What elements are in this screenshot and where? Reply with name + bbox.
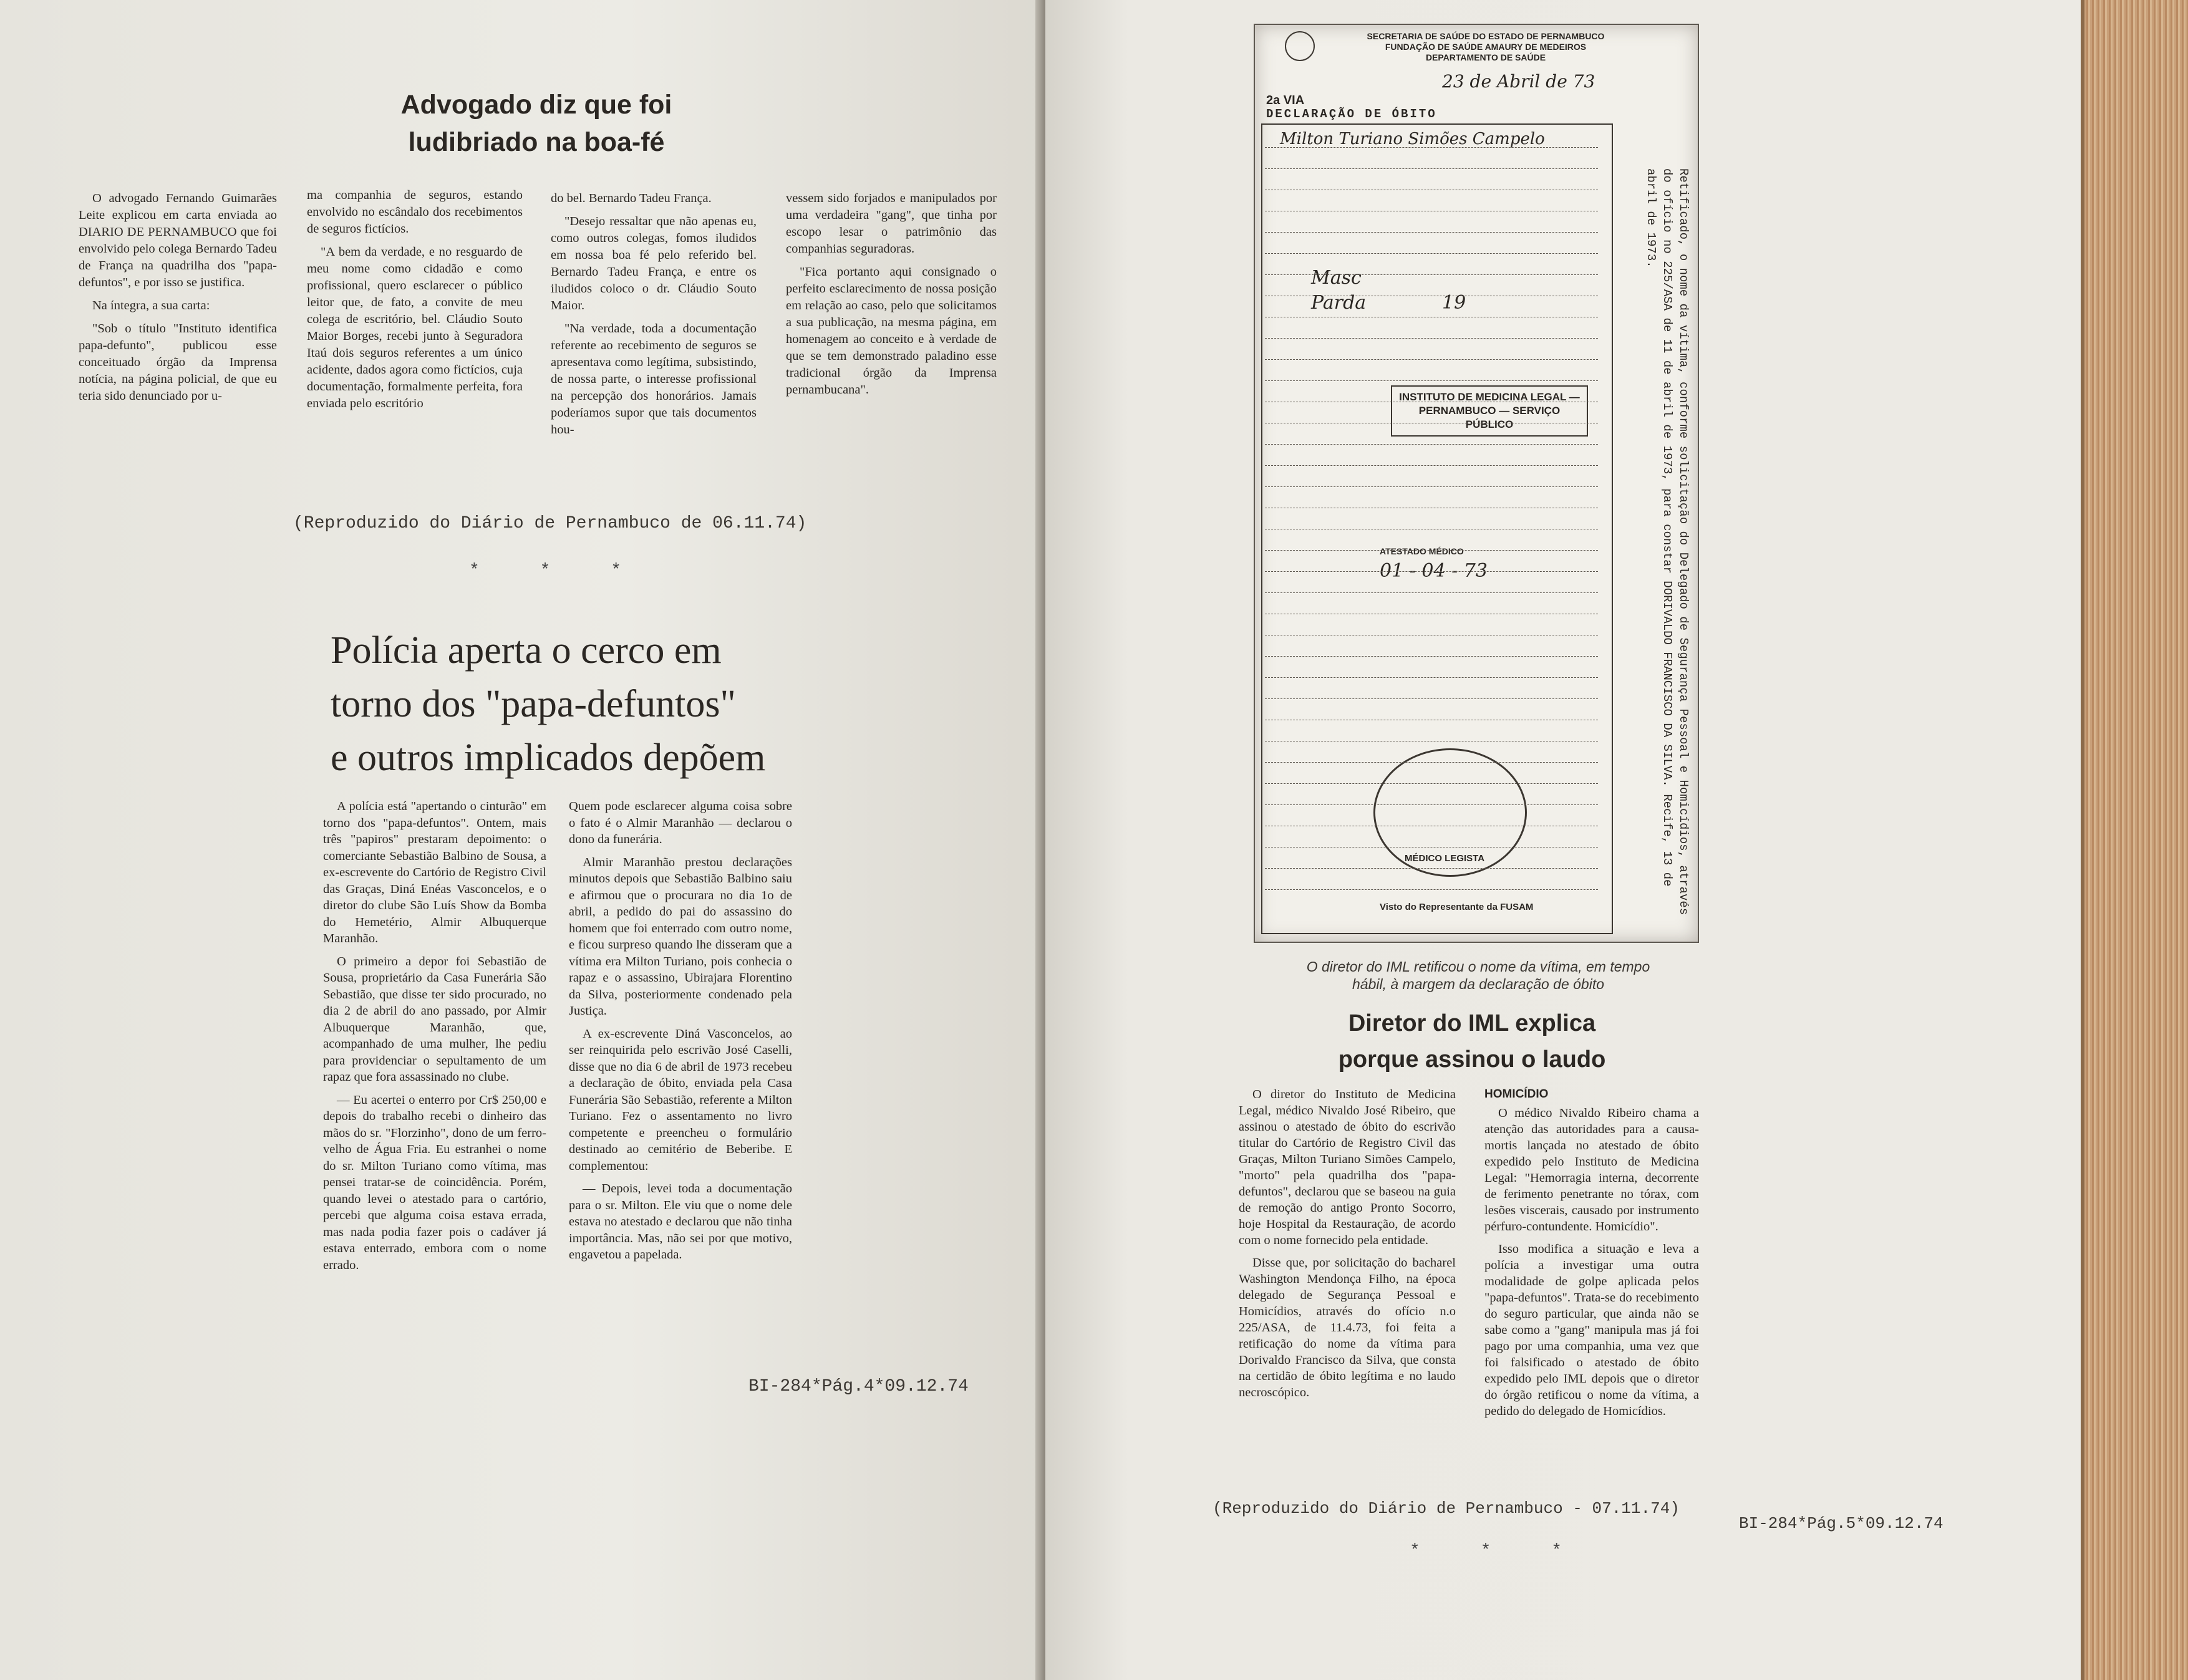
- paragraph: "Desejo ressaltar que não apenas eu, como outros colegas, fomos iludidos em nossa boa fé pelo referido bel. Bernardo Tadeu França, e entre os iludidos coloco o dr. Cláudio Souto Maior.: [551, 215, 757, 312]
- certificate-death-date-handwritten: 01 - 04 - 73: [1380, 560, 1488, 582]
- paragraph: O médico Nivaldo Ribeiro chama a atenção das autoridades para a causa-mortis lançada no atestado de óbito expedido pelo Instituto de Medicina Legal: "Hemorragia interna, decorrente de ferimento penetrante no tórax, com lesões viscerais, causado por instrumento pérfuro-contundente. Homicídio".: [1484, 1106, 1699, 1233]
- article1-headline: [349, 86, 724, 161]
- article1-column-3: [551, 190, 757, 445]
- paragraph: Disse que, por solicitação do bacharel Washington Mendonça Filho, na época delegado de Segurança Pessoal e Homicídios, através do ofício n.o 225/ASA, de 11.4.73, foi feita a retificação do nome da vítima para Dorivaldo Francisco da Silva, que consta na certidão de óbito legítima e no laudo necroscópico.: [1239, 1256, 1456, 1399]
- paragraph: do bel. Bernardo Tadeu França.: [551, 191, 712, 205]
- paragraph: Almir Maranhão prestou declarações minutos depois que Sebastião Balbino saiu e afirmou que o procurara no dia 1o de abril, a pedido do pai do assassino do homem que foi enterrado com outro nome, e ficou surpreso quando lhe disseram que a vítima era Milton Turiano, pois conhecia o rapaz e o assassino, Ubirajara Florentino da Silva, posteriormente condenado pela Justiça.: [569, 855, 792, 1018]
- certificate-margin-note: Retificado, o nome da vítima, conforme solicitação do Delegado de Segurança Pessoal e Homicídios, através do ofício no 225/ASA de 11 de abril de 1973, para constar DORIVALDO FRANCISCO DA SILVA. Recife, 13 de abril de 1973.: [1644, 168, 1690, 915]
- certificate-header: [1324, 31, 1648, 63]
- certificate-form-line: [1265, 783, 1598, 784]
- article1-headline-line-1: Advogado diz que foi: [400, 90, 672, 120]
- death-certificate-photocopy: [1254, 24, 1699, 943]
- certificate-form-line: [1265, 889, 1598, 890]
- certificate-form-line: [1265, 677, 1598, 678]
- certificate-form-line: [1265, 168, 1598, 169]
- certificate-form-line: [1265, 698, 1598, 699]
- certificate-form-line: [1265, 592, 1598, 593]
- paragraph: Na íntegra, a sua carta:: [92, 299, 210, 312]
- paragraph: ma companhia de seguros, estando envolvido no escândalo dos recebimentos de seguros fictícios.: [307, 188, 523, 236]
- article2-headline: [331, 624, 842, 784]
- article3-source-note: (Reproduzido do Diário de Pernambuco - 07.11.74): [1213, 1499, 1680, 1518]
- paragraph: Isso modifica a situação e leva a polícia a investigar uma outra modalidade de golpe aplicada pelos "papa-defuntos". Trata-se do recebimento do seguro particular, que ainda não se sabe como a "gang" manipula mas já foi pago por uma companhia, uma vez que foi falsificado o atestado de óbito expedido pelo IML depois que o diretor do órgão retificou o nome da vítima, a pedido do delegado de Homicídios.: [1484, 1242, 1699, 1418]
- certificate-age-handwritten: 19: [1442, 292, 1466, 314]
- paragraph: "Na verdade, toda a documentação referente ao recebimento de seguros se apresentava como legítima, subsistindo, de nossa parte, o interesse profissional na percepção dos honorários. Jamais poderíamos supor que tais documentos hou-: [551, 322, 757, 437]
- paragraph: O advogado Fernando Guimarães Leite explicou em carta enviada ao DIARIO DE PERNAMBUCO que foi envolvido pelo colega Bernardo Tadeu de França na quadrilha dos "papa-defuntos", e por isso se justifica.: [79, 191, 277, 289]
- caption-line: O diretor do IML retificou o nome da vítima, em tempo: [1306, 958, 1650, 975]
- paragraph: — Eu acertei o enterro por Cr$ 250,00 e depois do trabalho recebi o dinheiro das mãos do sr. "Florzinho", dono de um ferro-velho de Água Fria. Eu estranhei o nome do sr. Milton Turiano como vítima, mas pensei tratar-se de coincidência. Porém, quando levei o atestado para o cartório, percebi que alguma coisa estava errada, mas nada podia fazer pois o cadáver já estava enterrado, embora com o nome errado.: [323, 1093, 546, 1272]
- certificate-section-label: ATESTADO MÉDICO: [1380, 546, 1464, 556]
- iml-stamp: INSTITUTO DE MEDICINA LEGAL — PERNAMBUCO — SERVIÇO PÚBLICO: [1391, 385, 1588, 437]
- certificate-form-line: [1265, 571, 1598, 572]
- article2-column-1: [323, 798, 546, 1280]
- certificate-form-line: [1265, 359, 1598, 360]
- article1-column-4: [786, 190, 997, 405]
- certificate-form-line: [1265, 868, 1598, 869]
- separator-stars: * * *: [469, 561, 647, 581]
- certificate-via: 2a VIA: [1266, 94, 1305, 107]
- paragraph: "Fica portanto aqui consignado o perfeito esclarecimento de nossa posição em relação ao caso, pelo que solicitamos a sua publicação, na mesma página, em homenagem ao conceito e à verdade de que se tem demonstrado paladino esse tradicional órgão da Imprensa pernambucana".: [786, 265, 997, 397]
- certificate-color-handwritten: Parda: [1311, 292, 1367, 314]
- article3-column-1: [1239, 1086, 1456, 1407]
- article1-headline-line-2: ludibriado na boa-fé: [408, 127, 665, 157]
- book-page-edges: [2081, 0, 2188, 1680]
- certificate-form-line: [1265, 550, 1598, 551]
- certificate-form-line: [1265, 380, 1598, 381]
- certificate-form-line: [1265, 147, 1598, 148]
- certificate-form-line: [1265, 274, 1598, 275]
- paragraph: A polícia está "apertando o cinturão" em torno dos "papa-defuntos". Ontem, mais três "papiros" prestaram depoimento: o comerciante Sebastião Balbino de Sousa, a ex-escrevente do Cartório de Registro Civil das Graças, Diná Enéas Vasconcelos, e o diretor do clube São Luís Show da Bomba do Hemetério, Almir Albuquerque Maranhão.: [323, 799, 546, 945]
- article1-source-note: (Reproduzido do Diário de Pernambuco de 06.11.74): [293, 514, 807, 533]
- caption-line: hábil, à margem da declaração de óbito: [1352, 976, 1605, 992]
- article3-headline-line-2: porque assinou o laudo: [1338, 1046, 1606, 1073]
- certificate-name-handwritten: Milton Turiano Simões Campelo: [1280, 130, 1545, 148]
- certificate-date-handwritten: 23 de Abril de 73: [1442, 71, 1595, 92]
- article3-column-2: [1484, 1086, 1699, 1426]
- article3-headline-line-1: Diretor do IML explica: [1348, 1010, 1596, 1036]
- article2-column-2: [569, 798, 792, 1270]
- paragraph: O primeiro a depor foi Sebastião de Sousa, proprietário da Casa Funerária São Sebastião, que disse ter sido procurado, no dia 2 de abril do ano passado, por Almir Albuquerque Maranhão, que, acompanhado de uma mulher, lhe pediu para providenciar o sepultamento de um rapaz que fora assassinado no clube.: [323, 954, 546, 1084]
- right-page-reference: BI-284*Pág.5*09.12.74: [1739, 1514, 1944, 1533]
- paragraph: O diretor do Instituto de Medicina Legal, médico Nivaldo José Ribeiro, que assinou o atestado de óbito do escrivão titular do Cartório de Registro Civil das Graças, Milton Turiano Simões Campelo, "morto" pela quadrilha dos "papa-defuntos", declarou que se baseou na guia de remoção do antigo Pronto Socorro, hoje Hospital da Restauração, de acordo com o nome fornecido pela entidade.: [1239, 1088, 1456, 1247]
- article1-column-1: [79, 190, 277, 411]
- certificate-form-line: [1265, 253, 1598, 254]
- certificate-header-line: SECRETARIA DE SAÚDE DO ESTADO DE PERNAMBUCO: [1367, 31, 1605, 41]
- certificate-form-line: [1265, 804, 1598, 805]
- article3-subhead: HOMICÍDIO: [1484, 1088, 1549, 1101]
- certificate-form-line: [1265, 465, 1598, 466]
- left-page-reference: BI-284*Pág.4*09.12.74: [748, 1377, 969, 1396]
- state-crest-icon: [1285, 31, 1315, 61]
- certificate-title: DECLARAÇÃO DE ÓBITO: [1266, 107, 1437, 121]
- certificate-header-line: FUNDAÇÃO DE SAÚDE AMAURY DE MEDEIROS: [1385, 42, 1587, 52]
- article3-headline: [1254, 1005, 1690, 1078]
- certificate-visto-label: Visto do Representante da FUSAM: [1380, 902, 1534, 912]
- article2-headline-line-3: e outros implicados depõem: [331, 736, 766, 779]
- paragraph: Quem pode esclarecer alguma coisa sobre o fato é o Almir Maranhão — declarou o dono da funerária.: [569, 799, 792, 846]
- circle-stamp-text: MÉDICO LEGISTA: [1405, 853, 1485, 864]
- paragraph: "Sob o título "Instituto identifica papa-defunto", publicou esse conceituado órgão da Imprensa notícia, na página policial, de que eu teria sido denunciado por u-: [79, 322, 277, 403]
- certificate-header-line: DEPARTAMENTO DE SAÚDE: [1425, 52, 1546, 62]
- paragraph: — Depois, levei toda a documentação para o sr. Milton. Ele viu que o nome dele estava no atestado e declarou que não tinha importância. Mas, não sei por que motivo, engavetou a papelada.: [569, 1182, 792, 1262]
- article2-headline-line-2: torno dos "papa-defuntos": [331, 683, 736, 725]
- article2-headline-line-1: Polícia aperta o cerco em: [331, 629, 722, 672]
- certificate-form-line: [1265, 762, 1598, 763]
- separator-stars: * * *: [1410, 1542, 1587, 1561]
- certificate-sex-handwritten: Masc: [1311, 267, 1362, 289]
- certificate-form-line: [1265, 338, 1598, 339]
- certificate-form-line: [1265, 232, 1598, 233]
- certificate-form-line: [1265, 656, 1598, 657]
- article1-column-2: [307, 187, 523, 418]
- certificate-form-line: [1265, 444, 1598, 445]
- paragraph: vessem sido forjados e manipulados por uma verdadeira "gang", que tinha por escopo lesar o patrimônio das companhias seguradoras.: [786, 191, 997, 256]
- paragraph: A ex-escrevente Diná Vasconcelos, ao ser reinquirida pelo escrivão José Caselli, disse que no dia 6 de abril de 1973 recebeu a declaração de óbito, enviada pela Casa Funerária São Sebastião, referente a Milton Turiano. Fez o assentamento no livro competente e preencheu o formulário destinado ao cemitério de Beberibe. E complementou:: [569, 1026, 792, 1173]
- paragraph: "A bem da verdade, e no resguardo de meu nome como cidadão e como profissional, quero esclarecer o público leitor que, de fato, a convite de meu colega de escritório, bel. Cláudio Souto Maior Borges, recebi junto à Seguradora Itaú dois seguros referentes a um único acidente, dados agora como fictícios, cuja documentação, formalmente perfeita, fora enviada pelo escritório: [307, 245, 523, 410]
- certificate-caption: [1235, 958, 1721, 993]
- certificate-form-line: [1265, 486, 1598, 487]
